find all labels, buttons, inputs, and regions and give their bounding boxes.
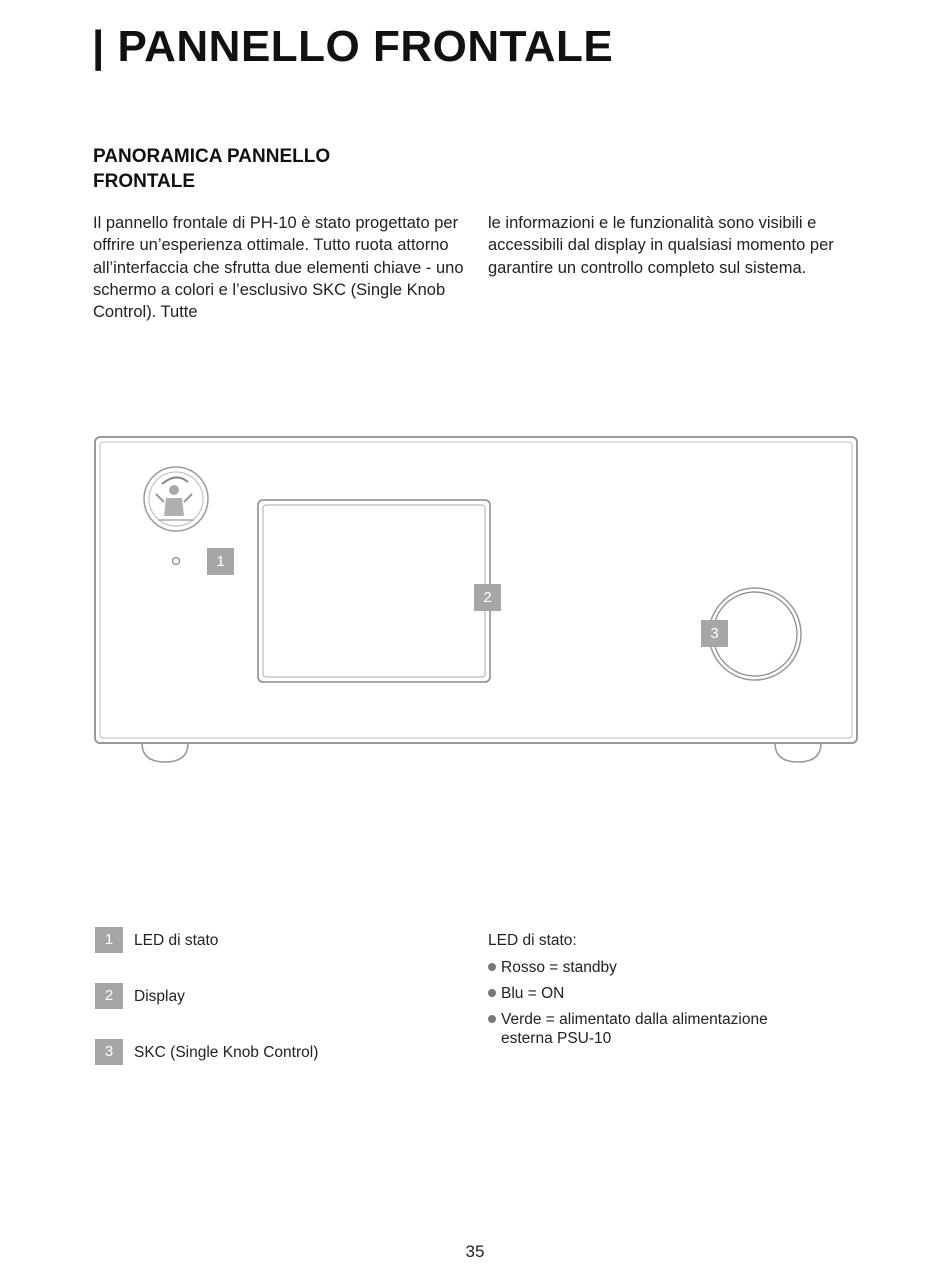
callout-2: 2 xyxy=(474,584,501,611)
legend-label: SKC (Single Knob Control) xyxy=(134,1044,319,1061)
status-item xyxy=(488,984,818,1003)
bullet-icon xyxy=(488,1015,496,1023)
bullet-icon xyxy=(488,989,496,997)
foot-right xyxy=(775,743,821,762)
page-title: | PANNELLO FRONTALE xyxy=(92,22,614,71)
legend-label: Display xyxy=(134,988,185,1005)
status-led-heading: LED di stato: xyxy=(488,932,577,949)
legend-number: 3 xyxy=(95,1039,123,1065)
section-heading: PANORAMICA PANNELLO FRONTALE xyxy=(93,146,331,192)
callout-3: 3 xyxy=(701,620,728,647)
display-bezel xyxy=(258,500,490,682)
intro-paragraph-left: Il pannello frontale di PH-10 è stato progettato per offrire un’esperienza ottimale. Tutto ruota attorno all’interfaccia che sfrutta due elementi chiave - uno schermo a colori e l’esclusivo SKC (Single Knob Control). Tutte xyxy=(93,214,464,322)
page-number: 35 xyxy=(465,1242,485,1261)
status-item-text: Blu = ON xyxy=(501,985,565,1002)
status-item-text: Rosso = standby xyxy=(501,959,617,976)
legend-label: LED di stato xyxy=(134,932,219,949)
legend-number: 1 xyxy=(95,927,123,953)
status-item xyxy=(488,958,818,977)
bullet-icon xyxy=(488,963,496,971)
intro-paragraph-right: le informazioni e le funzionalità sono visibili e accessibili dal display in qualsiasi momento per garantire un controllo completo sul sistema. xyxy=(488,214,834,277)
callout-1: 1 xyxy=(207,548,234,575)
status-item xyxy=(488,1010,818,1048)
foot-left xyxy=(142,743,188,762)
status-item-text: Verde = alimentato dalla alimentazione esterna PSU-10 xyxy=(501,1011,768,1047)
legend-number: 2 xyxy=(95,983,123,1009)
